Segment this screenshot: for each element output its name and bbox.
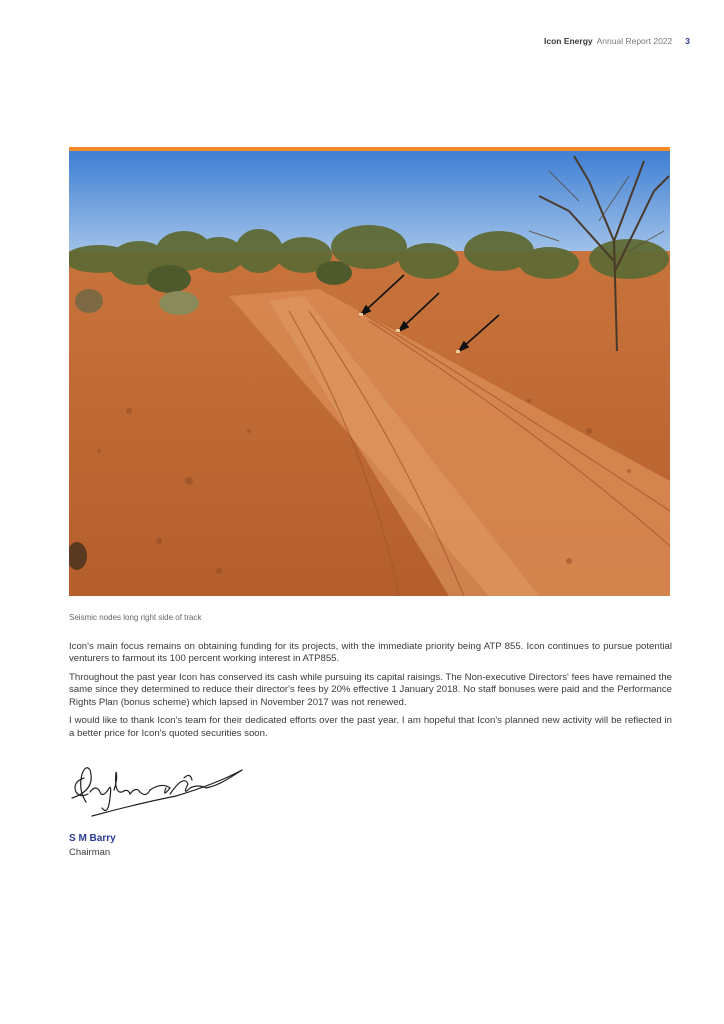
page-header (544, 36, 690, 46)
page-number: 3 (685, 36, 690, 46)
paragraph: Icon's main focus remains on obtaining funding for its projects, with the immediate priority being ATP 855. Icon continues to pursue potential venturers to farmout its 100 percent working interest in ATP855. (69, 641, 672, 665)
signer-name: S M Barry (69, 833, 116, 844)
paragraph: I would like to thank Icon's team for their dedicated efforts over the past year. I am hopeful that Icon's planned new activity will be reflected in a better price for Icon's quoted securities soon. (69, 715, 672, 739)
report-title: Annual Report 2022 (596, 36, 673, 46)
paragraph: Throughout the past year Icon has conserved its cash while pursuing its capital raisings. The Non-executive Directors' fees have remained the same since they determined to reduce their director's fees by 20% effective 1 January 2018. No staff bonuses were paid and the Performance Rights Plan (bonus scheme) which lapsed in November 2017 was not renewed. (69, 672, 672, 708)
company-name: Icon Energy (543, 36, 593, 46)
chairman-letter-body (69, 641, 672, 747)
photo-caption: Seismic nodes long right side of track (69, 613, 202, 622)
handwritten-signature (66, 764, 246, 826)
outback-track-image (69, 151, 670, 596)
signer-title: Chairman (69, 847, 111, 858)
seismic-photo (69, 147, 670, 596)
